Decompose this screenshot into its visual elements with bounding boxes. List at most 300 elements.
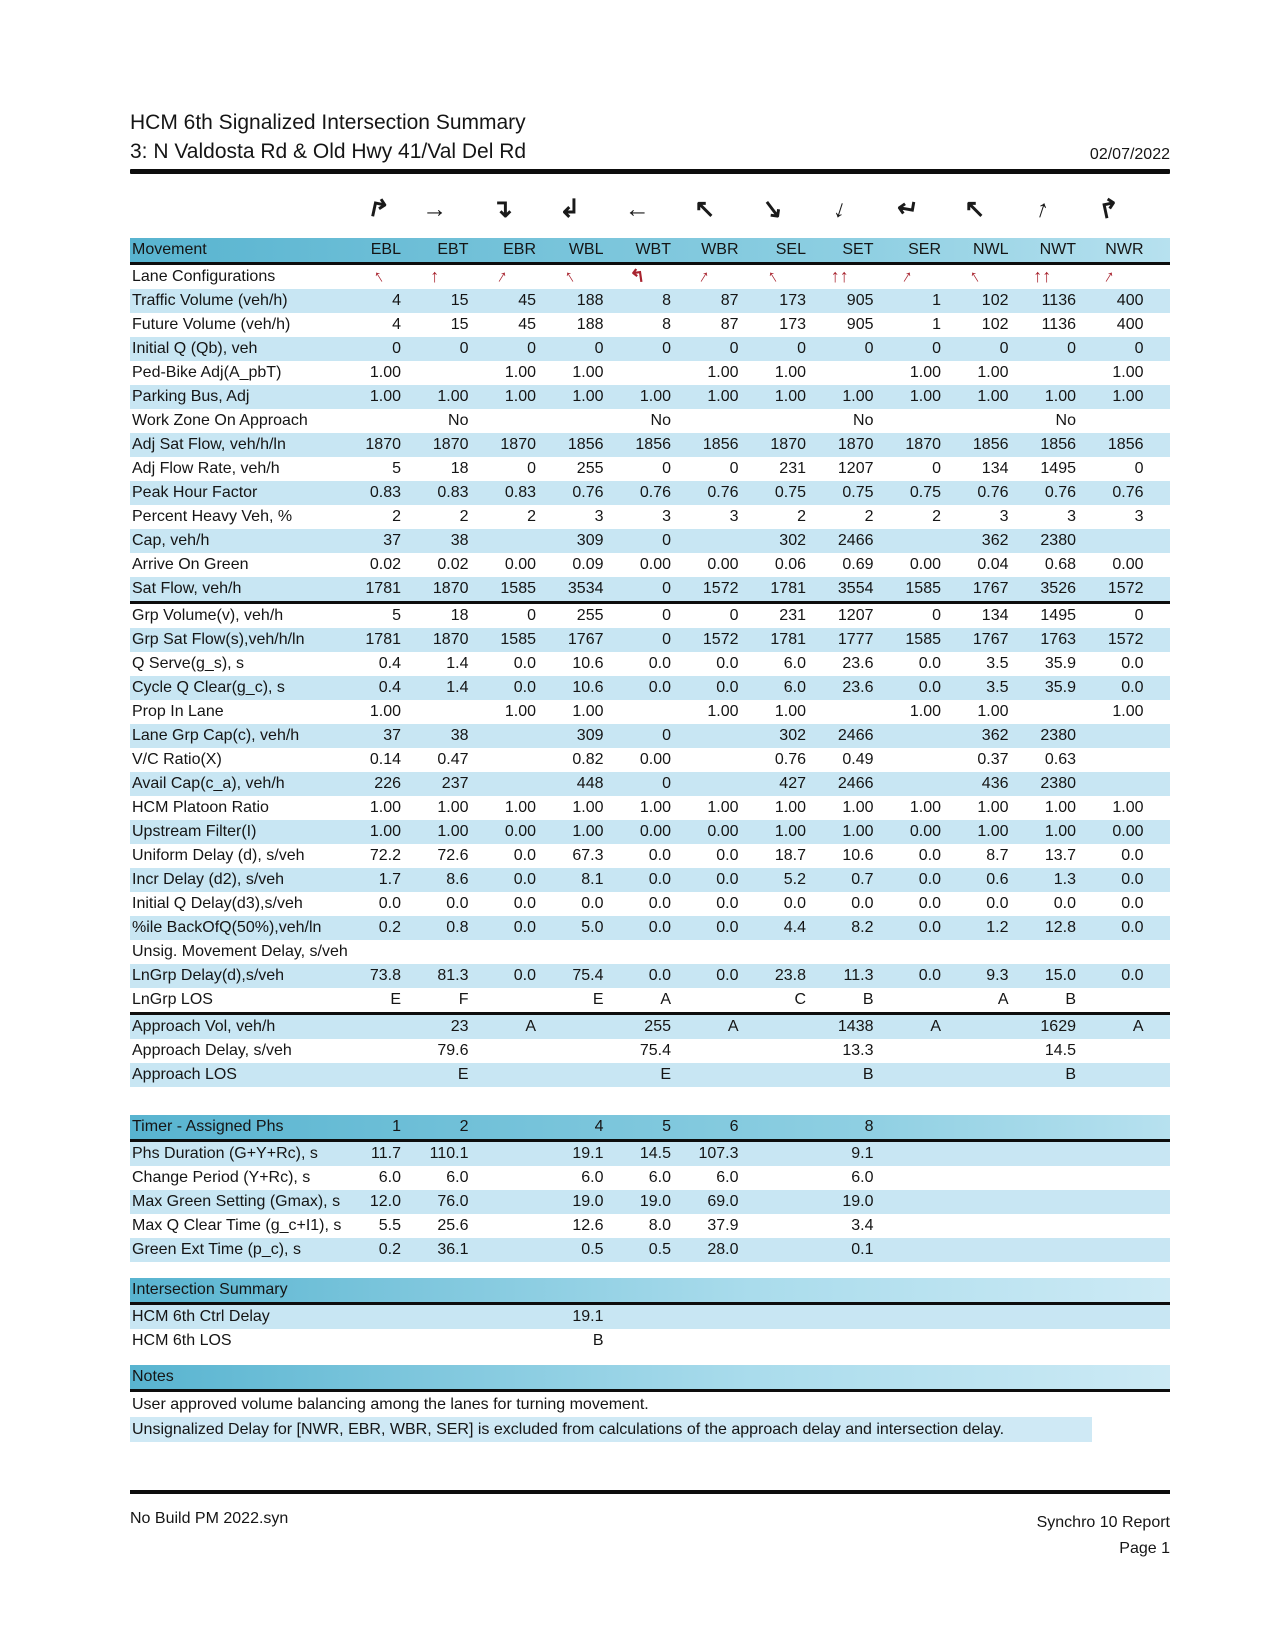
row-label: Phs Duration (G+Y+Rc), s xyxy=(132,1145,318,1162)
cell-wbt: 0.0 xyxy=(648,967,671,984)
cell-wbt: 0 xyxy=(662,580,671,597)
cell-ebl: 1.00 xyxy=(369,799,401,816)
nwl-movement-cell xyxy=(941,194,1009,223)
intersection-summary-label: Intersection Summary xyxy=(132,1281,288,1298)
cell-sel: 1.00 xyxy=(774,703,806,720)
cell-nwr: 0.00 xyxy=(1112,556,1144,573)
cell-ser: 1.00 xyxy=(909,703,941,720)
cell-wbr: 0.76 xyxy=(707,484,739,501)
cell-nwr: 0 xyxy=(1134,340,1144,357)
cell-ebl: 1870 xyxy=(365,436,401,453)
cell-ebl: 37 xyxy=(383,727,401,744)
cell-nwr: 0.0 xyxy=(1121,655,1144,672)
cell-ser: 0 xyxy=(932,607,941,624)
cell-set: 1438 xyxy=(837,1018,874,1035)
cell-wbt: 8 xyxy=(662,316,671,333)
cell-wbl: 3 xyxy=(594,508,604,525)
cell-wbl: 1.00 xyxy=(572,823,604,840)
cell-nwt: 0.0 xyxy=(1053,895,1076,912)
cell-wbr: 1856 xyxy=(702,436,739,453)
cell-nwl: 3 xyxy=(999,508,1009,525)
cell-nwl: 3.5 xyxy=(986,679,1009,696)
cell-set: B xyxy=(862,1066,874,1083)
cell-nwt: B xyxy=(1065,991,1076,1008)
cell-nwt: 15.0 xyxy=(1044,967,1076,984)
cell-wbl: 1.00 xyxy=(572,364,604,381)
ser-movement-cell xyxy=(874,192,942,225)
table-row xyxy=(130,796,1170,820)
column-header-wbl: WBL xyxy=(568,241,604,258)
timer-cell: 3.4 xyxy=(851,1217,874,1234)
footer-report-info xyxy=(1037,1510,1170,1562)
cell-nwt: 2380 xyxy=(1040,727,1076,744)
cell-wbt: 75.4 xyxy=(639,1042,671,1059)
row-label: Parking Bus, Adj xyxy=(132,388,250,405)
movement-header-row xyxy=(130,238,1170,265)
row-label: Incr Delay (d2), s/veh xyxy=(132,871,285,888)
cell-ebt: 1.4 xyxy=(446,655,469,672)
cell-ebt: 1870 xyxy=(432,631,469,648)
intersection-summary-section xyxy=(130,1278,1170,1353)
table-row xyxy=(130,1015,1170,1039)
cell-wbr: 0.0 xyxy=(716,919,739,936)
timer-cell: 19.1 xyxy=(572,1145,604,1162)
table-row xyxy=(130,940,1170,964)
table-row xyxy=(130,724,1170,748)
cell-nwl: 0.0 xyxy=(986,895,1009,912)
cell-ebt: 38 xyxy=(450,532,469,549)
column-header-sel: SEL xyxy=(775,241,806,258)
cell-nwt: 1.00 xyxy=(1044,823,1076,840)
cell-nwr: 0.0 xyxy=(1121,919,1144,936)
timer-cell: 107.3 xyxy=(698,1145,739,1162)
cell-wbt: 0 xyxy=(662,631,671,648)
table-row xyxy=(130,313,1170,337)
cell-set: 3554 xyxy=(837,580,874,597)
summary-row xyxy=(130,1329,1170,1353)
cell-nwt: 3526 xyxy=(1040,580,1076,597)
cell-wbl: 448 xyxy=(576,775,604,792)
cell-ebt: 0.0 xyxy=(446,895,469,912)
cell-set: B xyxy=(862,991,874,1008)
row-label: Change Period (Y+Rc), s xyxy=(132,1169,311,1186)
column-header-set: SET xyxy=(842,241,874,258)
cell-wbt: 0.00 xyxy=(639,751,671,768)
wbt-movement-cell xyxy=(604,194,672,223)
movement-direction-arrow-row xyxy=(130,174,1170,238)
lane-right-arrow-icon: ↑ xyxy=(695,265,714,287)
cell-wbt: 0 xyxy=(662,340,671,357)
cell-ser: 0 xyxy=(932,460,941,477)
cell-nwt: B xyxy=(1065,1066,1076,1083)
cell-set: 1.00 xyxy=(842,823,874,840)
cell-set: 2466 xyxy=(837,775,874,792)
row-label: Peak Hour Factor xyxy=(132,484,258,501)
cell-ebt: 15 xyxy=(450,292,469,309)
cell-set: 0.49 xyxy=(842,751,874,768)
cell-ebt: 1.4 xyxy=(446,679,469,696)
page-title: HCM 6th Signalized Intersection Summary xyxy=(130,111,526,134)
cell-wbl: 0.09 xyxy=(572,556,604,573)
cell-nwt: 13.7 xyxy=(1044,847,1076,864)
cell-nwt: 1629 xyxy=(1040,1018,1076,1035)
column-header-nwl: NWL xyxy=(972,241,1009,258)
cell-wbr: 1.00 xyxy=(707,388,739,405)
cell-ser: 1.00 xyxy=(909,364,941,381)
column-header-ebl: EBL xyxy=(370,241,401,258)
cell-set: 2466 xyxy=(837,727,874,744)
cell-wbt: 0 xyxy=(662,460,671,477)
cell-ebt: 72.6 xyxy=(437,847,469,864)
table-row xyxy=(130,916,1170,940)
timer-cell: 19.0 xyxy=(572,1193,604,1210)
set-movement-cell xyxy=(806,193,874,224)
row-label: HCM 6th LOS xyxy=(132,1332,232,1349)
row-label: Future Volume (veh/h) xyxy=(132,316,291,333)
timer-cell: 5.5 xyxy=(378,1217,401,1234)
cell-set: 1870 xyxy=(837,436,874,453)
cell-nwl: 1856 xyxy=(972,436,1009,453)
lane-config-cell-wbr xyxy=(671,267,739,287)
table-row xyxy=(130,676,1170,700)
cell-set: 1207 xyxy=(837,460,874,477)
cell-ser: 1.00 xyxy=(909,799,941,816)
cell-wbt: 3 xyxy=(662,508,671,525)
cell-wbt: 0.0 xyxy=(648,919,671,936)
row-label: Work Zone On Approach xyxy=(132,412,308,429)
cell-nwt: 1136 xyxy=(1041,292,1076,309)
cell-sel: 1781 xyxy=(770,580,806,597)
cell-wbl: 309 xyxy=(576,727,604,744)
row-label: Cycle Q Clear(g_c), s xyxy=(132,679,285,696)
cell-ebl: 1.00 xyxy=(369,823,401,840)
timer-header-label: Timer - Assigned Phs xyxy=(132,1118,284,1135)
wbr-movement-arrow-icon: ↖ xyxy=(694,194,716,223)
ebr-movement-cell xyxy=(469,194,537,223)
cell-nwt: 0.63 xyxy=(1044,751,1076,768)
lane-shared-left-through-arrow-icon: ↰ xyxy=(628,265,647,287)
footer-report-name: Synchro 10 Report xyxy=(1036,1514,1170,1531)
cell-sel: 1.00 xyxy=(774,799,806,816)
timer-cell: 0.1 xyxy=(851,1241,874,1258)
cell-sel: 427 xyxy=(779,775,806,792)
cell-nwt: 35.9 xyxy=(1044,679,1076,696)
cell-nwr: 0 xyxy=(1134,460,1144,477)
cell-set: 10.6 xyxy=(842,847,874,864)
table-row xyxy=(130,772,1170,796)
row-label: Arrive On Green xyxy=(132,556,249,573)
cell-ser: 0.0 xyxy=(918,895,941,912)
cell-ser: 1.00 xyxy=(909,388,941,405)
cell-ser: 0.0 xyxy=(918,919,941,936)
section-gap xyxy=(130,1262,1170,1278)
section-gap xyxy=(130,1087,1170,1115)
timer-row xyxy=(130,1214,1170,1238)
cell-ebt: 0 xyxy=(459,340,469,357)
cell-ebt: 1870 xyxy=(432,436,469,453)
cell-wbt: A xyxy=(660,991,671,1008)
cell-ser: 1585 xyxy=(905,631,941,648)
row-label: LnGrp LOS xyxy=(132,991,213,1008)
cell-wbl: 67.3 xyxy=(572,847,604,864)
cell-ebt: 237 xyxy=(441,775,469,792)
cell-nwt: 3 xyxy=(1067,508,1076,525)
cell-wbr: 1.00 xyxy=(707,703,739,720)
cell-ebl: 5 xyxy=(392,607,401,624)
cell-wbl: E xyxy=(592,991,604,1008)
cell-ebl: 0.0 xyxy=(378,895,401,912)
cell-nwl: 0.04 xyxy=(977,556,1009,573)
timer-cell: 37.9 xyxy=(707,1217,739,1234)
timer-cell: 0.5 xyxy=(648,1241,671,1258)
footer xyxy=(130,1510,1170,1562)
table-row xyxy=(130,1039,1170,1063)
cell-wbt: 8 xyxy=(662,292,671,309)
cell-ebr: 0.00 xyxy=(504,556,536,573)
cell-set: 1.00 xyxy=(842,388,874,405)
cell-ebt: No xyxy=(448,412,469,429)
cell-nwl: A xyxy=(997,991,1009,1008)
cell-ser: 1 xyxy=(932,316,941,333)
row-label: Approach Delay, s/veh xyxy=(132,1042,292,1059)
cell-ebt: 2 xyxy=(459,508,469,525)
cell-nwl: 134 xyxy=(981,607,1009,624)
cell-ebr: 45 xyxy=(518,316,536,333)
cell-wbr: 3 xyxy=(729,508,739,525)
cell-wbl: 0.0 xyxy=(581,895,604,912)
row-label: %ile BackOfQ(50%),veh/ln xyxy=(132,919,322,936)
cell-ebt: 0.47 xyxy=(437,751,469,768)
cell-set: 0.7 xyxy=(851,871,874,888)
table-row xyxy=(130,337,1170,361)
cell-nwt: 14.5 xyxy=(1044,1042,1076,1059)
row-label: Unsig. Movement Delay, s/veh xyxy=(132,943,348,960)
cell-wbt: 1.00 xyxy=(639,799,671,816)
cell-set: 11.3 xyxy=(843,967,874,984)
cell-sel: 0.76 xyxy=(774,751,806,768)
cell-wbr: 87 xyxy=(720,292,739,309)
lane-config-cell-sel xyxy=(739,267,807,287)
cell-sel: 1781 xyxy=(770,631,806,648)
cell-wbr: 0.00 xyxy=(707,556,739,573)
cell-wbr: 0.0 xyxy=(716,679,739,696)
row-label: Q Serve(g_s), s xyxy=(132,655,245,672)
lane-config-cell-ser xyxy=(874,267,942,287)
cell-ser: 0.00 xyxy=(909,823,941,840)
cell-nwr: 0.0 xyxy=(1121,679,1144,696)
cell-nwl: 1.00 xyxy=(977,823,1009,840)
cell-nwt: 1.3 xyxy=(1053,871,1076,888)
cell-nwl: 0 xyxy=(999,340,1009,357)
cell-wbl: 5.0 xyxy=(581,919,604,936)
cell-nwl: 1.00 xyxy=(977,799,1009,816)
cell-ebl: 1781 xyxy=(365,631,401,648)
row-label: LnGrp Delay(d),s/veh xyxy=(132,967,285,984)
cell-nwr: 0.0 xyxy=(1121,847,1144,864)
cell-ser: 0.0 xyxy=(918,967,941,984)
cell-ebt: 1.00 xyxy=(437,799,469,816)
cell-ebt: F xyxy=(458,991,469,1008)
cell-wbt: 0 xyxy=(662,532,671,549)
row-label: Traffic Volume (veh/h) xyxy=(132,292,288,309)
notes-label: Notes xyxy=(132,1368,174,1385)
cell-ebl: 2 xyxy=(392,508,401,525)
cell-ebr: 0.0 xyxy=(513,655,536,672)
lane-right-arrow-icon: ↑ xyxy=(898,265,917,287)
row-label: Approach Vol, veh/h xyxy=(132,1018,276,1035)
cell-ser: 1585 xyxy=(905,580,941,597)
cell-wbt: 255 xyxy=(644,1018,671,1035)
note-line: User approved volume balancing among the lanes for turning movement. xyxy=(132,1395,649,1413)
lane-config-cell-wbt xyxy=(604,267,672,287)
table-row xyxy=(130,604,1170,628)
cell-nwl: 102 xyxy=(981,316,1009,333)
cell-ebt: 0.02 xyxy=(437,556,469,573)
cell-ebt: 1.00 xyxy=(437,388,469,405)
row-label: Cap, veh/h xyxy=(132,532,210,549)
table-row xyxy=(130,988,1170,1015)
cell-wbt: 0.0 xyxy=(648,847,671,864)
cell-sel: 1.00 xyxy=(774,364,806,381)
cell-wbr: 1.00 xyxy=(707,364,739,381)
summary-cell: 19.1 xyxy=(572,1308,604,1325)
cell-ser: 0.0 xyxy=(918,871,941,888)
timer-cell: 12.0 xyxy=(369,1193,401,1210)
cell-ebl: 226 xyxy=(374,775,401,792)
cell-ebl: 1781 xyxy=(365,580,401,597)
cell-ebl: 0.2 xyxy=(378,919,401,936)
cell-ebl: 0.4 xyxy=(378,679,401,696)
timer-cell: 8.0 xyxy=(648,1217,671,1234)
cell-ebr: 0 xyxy=(527,460,536,477)
cell-ebr: 0.0 xyxy=(513,895,536,912)
cell-ebr: 1.00 xyxy=(504,388,536,405)
cell-wbl: 8.1 xyxy=(581,871,604,888)
wbl-movement-arrow-icon: ↲ xyxy=(559,194,581,223)
cell-wbr: 0.0 xyxy=(716,655,739,672)
lane-config-cell-wbl xyxy=(536,267,604,287)
table-row xyxy=(130,529,1170,553)
cell-nwr: 400 xyxy=(1116,292,1144,309)
cell-sel: 302 xyxy=(779,532,806,549)
cell-ebr: 0.0 xyxy=(513,967,536,984)
cell-nwl: 134 xyxy=(981,460,1009,477)
cell-wbt: 0.00 xyxy=(639,556,671,573)
table-row xyxy=(130,433,1170,457)
cell-wbt: No xyxy=(650,412,671,429)
row-label: Max Green Setting (Gmax), s xyxy=(132,1193,341,1210)
cell-ebl: 4 xyxy=(392,316,401,333)
cell-wbt: 0.0 xyxy=(648,655,671,672)
cell-wbt: 0.0 xyxy=(648,895,671,912)
table-row xyxy=(130,457,1170,481)
cell-nwt: 1495 xyxy=(1040,460,1076,477)
cell-nwr: 0.76 xyxy=(1112,484,1144,501)
cell-nwr: 3 xyxy=(1134,508,1144,525)
cell-wbl: 0.82 xyxy=(572,751,604,768)
lane-configurations-label: Lane Configurations xyxy=(132,268,276,285)
timer-row xyxy=(130,1238,1170,1262)
cell-nwt: 1495 xyxy=(1040,607,1076,624)
cell-wbl: 0.76 xyxy=(572,484,604,501)
cell-ser: 1 xyxy=(932,292,941,309)
cell-sel: 173 xyxy=(779,316,806,333)
timer-phase-6: 6 xyxy=(729,1118,739,1135)
cell-sel: 6.0 xyxy=(783,679,806,696)
lane-left-arrow-icon: ↑ xyxy=(560,265,579,287)
table-row xyxy=(130,385,1170,409)
lane-left-arrow-icon: ↑ xyxy=(965,265,984,287)
cell-wbt: 0 xyxy=(662,727,671,744)
cell-nwt: 1856 xyxy=(1040,436,1076,453)
row-label: Uniform Delay (d), s/veh xyxy=(132,847,305,864)
cell-nwl: 362 xyxy=(981,532,1009,549)
cell-wbl: 309 xyxy=(576,532,604,549)
timer-cell: 9.1 xyxy=(851,1145,874,1162)
cell-wbl: 10.6 xyxy=(572,679,604,696)
column-header-nwr: NWR xyxy=(1105,241,1144,258)
cell-ebt: 1.00 xyxy=(437,823,469,840)
table-row xyxy=(130,868,1170,892)
cell-ser: 0.75 xyxy=(909,484,941,501)
cell-ebr: 0.0 xyxy=(513,679,536,696)
cell-ebr: 1585 xyxy=(500,631,536,648)
cell-ebt: 18 xyxy=(450,460,469,477)
cell-wbr: 0.0 xyxy=(716,895,739,912)
cell-wbl: 1856 xyxy=(567,436,604,453)
ebt-movement-arrow-icon: → xyxy=(422,194,448,223)
timer-cell: 0.2 xyxy=(378,1241,401,1258)
timer-phase-8: 8 xyxy=(864,1118,874,1135)
ebt-movement-cell xyxy=(401,194,469,223)
cell-ebr: 0.00 xyxy=(504,823,536,840)
cell-set: 0.0 xyxy=(851,895,874,912)
cell-ebl: 0.4 xyxy=(378,655,401,672)
footer-filename: No Build PM 2022.syn xyxy=(130,1510,289,1527)
cell-set: 905 xyxy=(846,292,874,309)
cell-wbl: 188 xyxy=(576,316,604,333)
ebl-movement-cell xyxy=(355,192,401,225)
timer-phase-2: 2 xyxy=(459,1118,469,1135)
cell-ebl: 73.8 xyxy=(369,967,401,984)
cell-ebt: 23 xyxy=(450,1018,469,1035)
cell-wbr: 1.00 xyxy=(707,799,739,816)
cell-wbl: 3534 xyxy=(567,580,604,597)
cell-wbt: 0 xyxy=(662,775,671,792)
intersection-title: 3: N Valdosta Rd & Old Hwy 41/Val Del Rd xyxy=(130,140,527,163)
cell-nwl: 0.6 xyxy=(986,871,1009,888)
cell-wbr: 0 xyxy=(729,460,739,477)
table-row xyxy=(130,844,1170,868)
row-label: Lane Grp Cap(c), veh/h xyxy=(132,727,300,744)
nwt-movement-cell xyxy=(1009,193,1077,224)
table-row xyxy=(130,748,1170,772)
wbt-movement-arrow-icon: ← xyxy=(624,194,650,223)
row-label: Adj Sat Flow, veh/h/ln xyxy=(132,436,286,453)
cell-nwr: 0.0 xyxy=(1121,871,1144,888)
cell-ser: 1870 xyxy=(905,436,941,453)
cell-ebl: 5 xyxy=(392,460,401,477)
cell-ebl: 1.7 xyxy=(378,871,401,888)
timer-cell: 11.7 xyxy=(371,1145,401,1162)
cell-wbt: 0.0 xyxy=(648,871,671,888)
cell-wbr: 0.0 xyxy=(716,871,739,888)
cell-wbr: A xyxy=(727,1018,739,1035)
table-row xyxy=(130,481,1170,505)
cell-nwr: 0.0 xyxy=(1121,895,1144,912)
cell-wbl: 188 xyxy=(576,292,604,309)
cell-sel: 1870 xyxy=(770,436,806,453)
